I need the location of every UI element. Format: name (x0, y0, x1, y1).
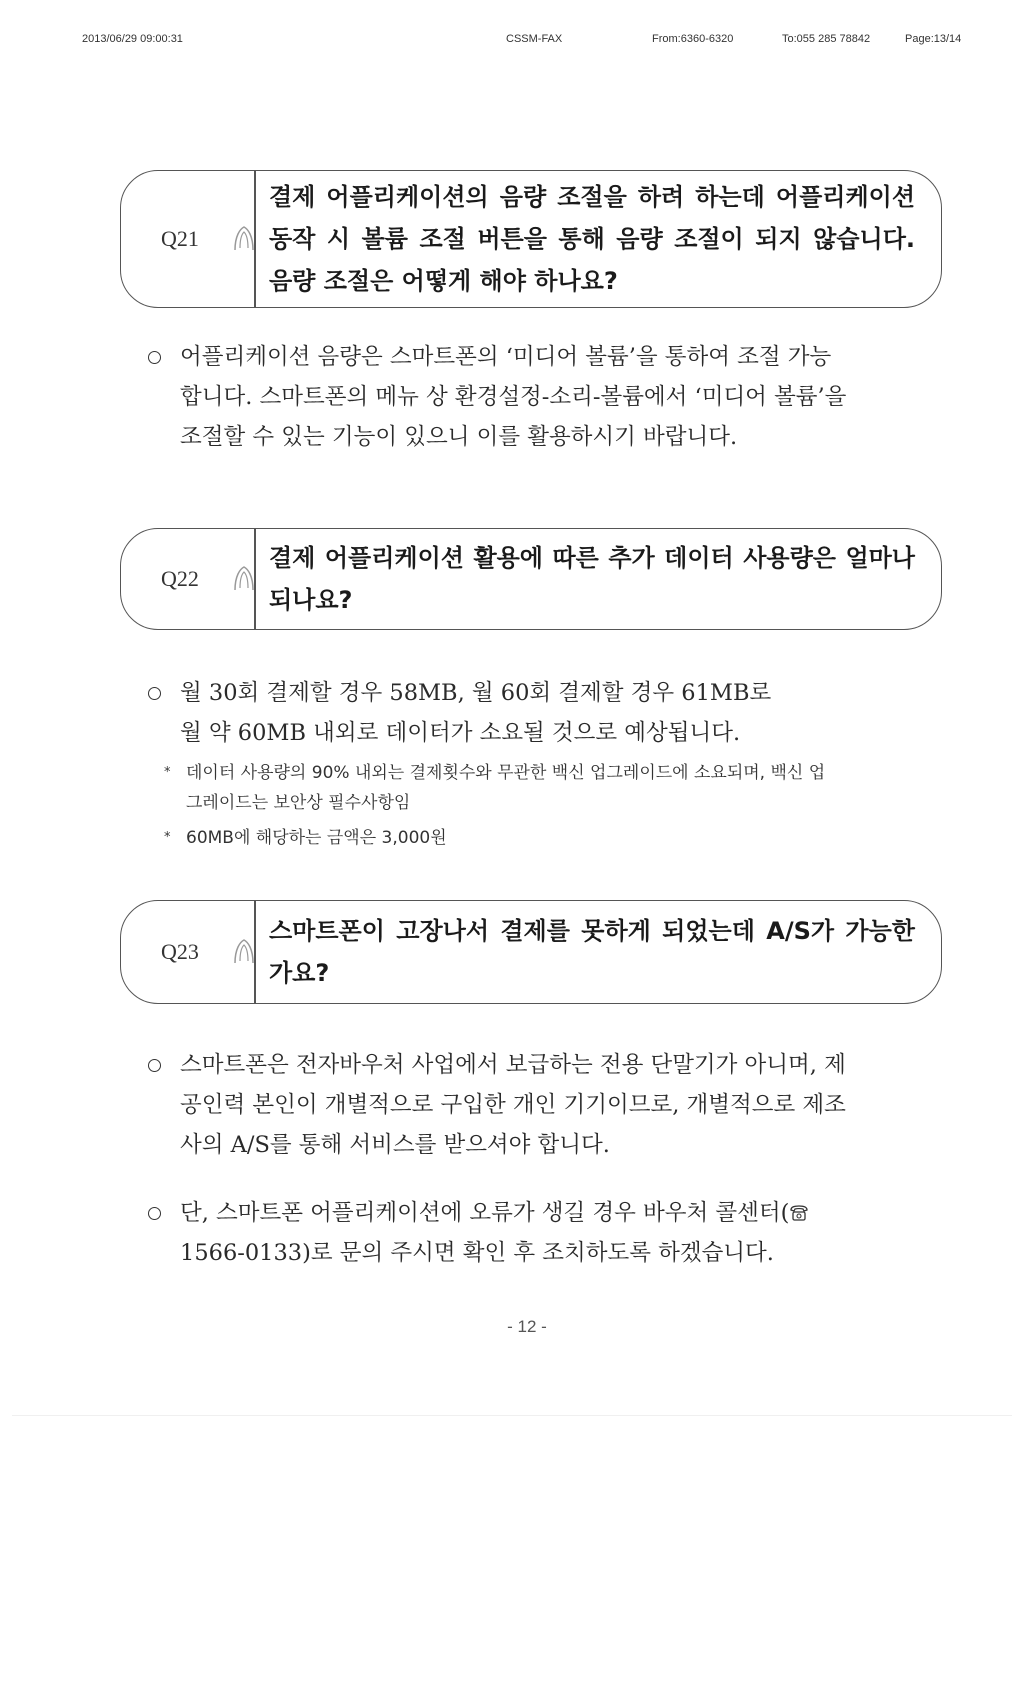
footnote (164, 758, 944, 818)
answer-line-text: 단, 스마트폰 어플리케이션에 오류가 생길 경우 바우처 콜센터( (180, 1200, 790, 1226)
answer-line: 공인력 본인이 개별적으로 구입한 개인 기기이므로, 개별적으로 제조 (180, 1092, 846, 1118)
circle-bullet-icon (148, 337, 168, 377)
question-number: Q22 (161, 566, 199, 591)
phone-icon (789, 1204, 809, 1222)
answer-q22 (148, 673, 943, 753)
answer-q21 (148, 337, 943, 457)
circle-bullet-icon (148, 673, 168, 713)
fax-page-count: Page:13/14 (905, 33, 962, 45)
question-box-q22 (120, 528, 942, 630)
footnote-line: 60MB에 해당하는 금액은 3,000원 (186, 828, 447, 848)
question-divider (254, 901, 256, 1003)
question-text: 결제 어플리케이션 활용에 따른 추가 데이터 사용량은 얼마나 되나요? (269, 544, 915, 614)
question-divider (254, 171, 256, 307)
page-number: - 12 - (507, 1317, 547, 1336)
answer-line: 사의 A/S를 통해 서비스를 받으셔야 합니다. (180, 1132, 610, 1158)
question-text: 스마트폰이 고장나서 결제를 못하게 되었는데 A/S가 가능한가요? (269, 917, 915, 987)
answer-q23-callcenter (148, 1193, 943, 1273)
fax-datetime: 2013/06/29 09:00:31 (82, 33, 183, 45)
question-number: Q21 (161, 226, 199, 251)
answer-line: 어플리케이션 음량은 스마트폰의 ‘미디어 볼륨’을 통하여 조절 가능 (180, 344, 832, 370)
fax-header (0, 33, 1024, 49)
answer-line (180, 1193, 943, 1233)
question-number: Q23 (161, 939, 199, 964)
answer-line: 월 30회 결제할 경우 58MB, 월 60회 결제할 경우 61MB로 (180, 680, 772, 706)
circle-bullet-icon (148, 1193, 168, 1233)
answer-line: 1566-0133)로 문의 주시면 확인 후 조치하도록 하겠습니다. (180, 1240, 774, 1266)
answer-line: 스마트폰은 전자바우처 사업에서 보급하는 전용 단말기가 아니며, 제 (180, 1052, 846, 1078)
asterisk-icon: * (164, 830, 171, 845)
question-text: 결제 어플리케이션의 음량 조절을 하려 하는데 어플리케이션 동작 시 볼륨 조절 버튼을 통해 음량 조절이 되지 않습니다. 음량 조절은 어떻게 해야 하나요? (269, 183, 915, 295)
answer-q23 (148, 1045, 943, 1165)
question-box-q21 (120, 170, 942, 308)
fax-from-number: From:6360-6320 (652, 33, 734, 45)
question-box-q23 (120, 900, 942, 1004)
footnote (164, 823, 944, 853)
footnote-line: 데이터 사용량의 90% 내외는 결제횟수와 무관한 백신 업그레이드에 소요되며, 백신 업 (186, 763, 826, 783)
circle-bullet-icon (148, 1045, 168, 1085)
answer-line: 합니다. 스마트폰의 메뉴 상 환경설정-소리-볼륨에서 ‘미디어 볼륨’을 (180, 384, 847, 410)
asterisk-icon: * (164, 765, 171, 780)
fax-to-number: To:055 285 78842 (782, 33, 871, 45)
answer-line: 월 약 60MB 내외로 데이터가 소요될 것으로 예상됩니다. (180, 720, 741, 746)
footnote-line: 그레이드는 보안상 필수사항임 (186, 793, 411, 813)
question-divider (254, 529, 256, 629)
fax-sender-org: CSSM-FAX (506, 33, 563, 45)
scan-edge-divider (12, 1415, 1012, 1416)
answer-line: 조절할 수 있는 기능이 있으니 이를 활용하시기 바랍니다. (180, 424, 738, 450)
